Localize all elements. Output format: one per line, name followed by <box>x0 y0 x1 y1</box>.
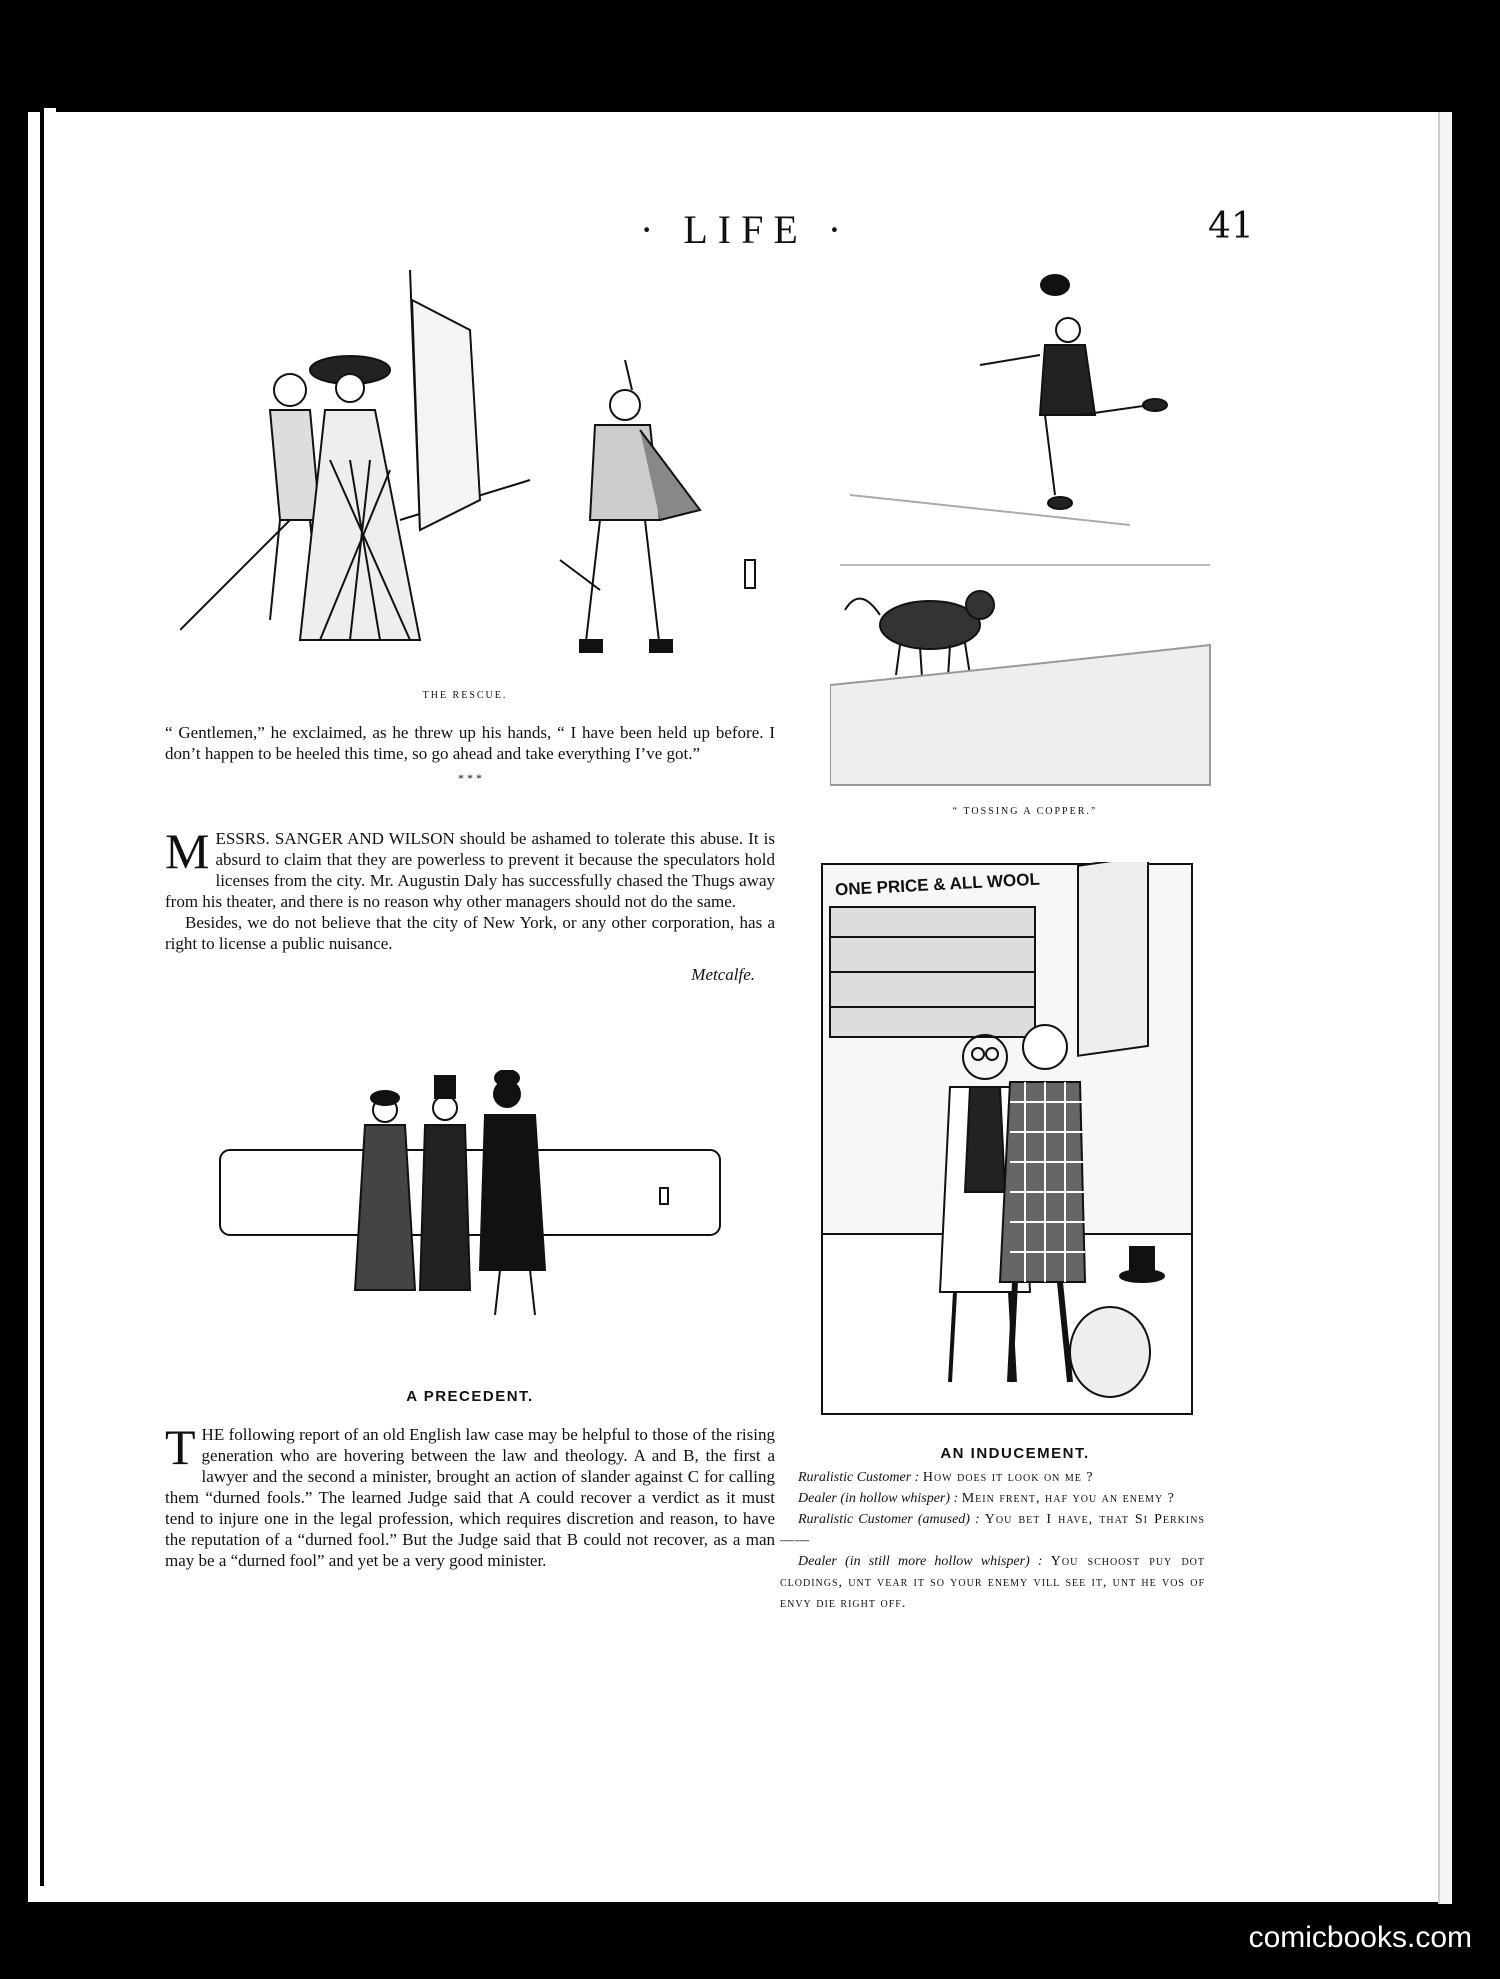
speaker-1: Ruralistic Customer : <box>798 1470 920 1485</box>
dialogue-line-1: How does it look on me ? <box>922 1470 1094 1485</box>
editorial-signature: Metcalfe. <box>691 965 755 984</box>
editorial-paragraph-1: ESSRS. SANGER AND WILSON should be ashamed to tolerate this abuse. It is absurd to claim that they are powerless to prevent it because the speculators hold licenses from the city. Mr. Augustin Daly has successfully chased the Thugs away from his theater, and there is no reason why other managers should not do the same. <box>165 829 775 911</box>
rescue-quote: “ Gentlemen,” he exclaimed, as he threw up his hands, “ I have been held up before. I don’t happen to be heeled this time, so go ahead and take everything I’ve got.” <box>165 723 775 763</box>
inducement-title: AN INDUCEMENT. <box>940 1445 1090 1462</box>
illustration-tossing-a-copper <box>830 265 1230 795</box>
shop-sign: ONE PRICE & ALL WOOL <box>834 869 1041 900</box>
dropcap-m: M <box>165 823 210 879</box>
dialogue-line-2: Mein frent, haf you an enemy ? <box>961 1491 1175 1506</box>
caption-the-rescue: THE RESCUE. <box>422 690 508 701</box>
caption-tossing-a-copper: “ TOSSING A COPPER.” <box>952 806 1098 817</box>
page-spine <box>40 108 56 1886</box>
page-header: · LIFE · <box>640 207 852 252</box>
inducement-dialogue <box>780 1467 1205 1614</box>
precedent-body: HE following report of an old English law case may be helpful to those of the rising generation who are hovering between the law and theology. A and B, the first a lawyer and the second a minister, brought an action of slander against C for calling them “durned fools.” The learned Judge said that A could recover a verdict as it must tend to injure one in the legal profession, which requires discretion and reason, to have the reputation of a “durned fool.” But the Judge said that B could not recover, as a man may be a “durned fool” and yet be a very good minister. <box>165 1425 775 1570</box>
dropcap-t: T <box>165 1419 196 1475</box>
watermark: comicbooks.com <box>1248 1921 1472 1954</box>
dialogue-line-4: You schoost puy dot clodings, unt vear it so your enemy vill see it, unt he vos of envy die right off. <box>780 1554 1206 1611</box>
page-number: 41 <box>1208 206 1254 247</box>
section-divider: * * * <box>458 771 482 785</box>
illustration-the-rescue <box>180 270 780 670</box>
page-edge <box>1438 112 1452 1904</box>
speaker-3: Ruralistic Customer (amused) : <box>798 1512 980 1527</box>
speaker-2: Dealer (in hollow whisper) : <box>798 1491 959 1506</box>
speaker-4: Dealer (in still more hollow whisper) : <box>798 1554 1043 1569</box>
precedent-title: A PRECEDENT. <box>406 1388 534 1405</box>
dialogue-line-3: You bet I have, that Si Perkins—— <box>780 1512 1205 1548</box>
illustration-a-precedent <box>215 1070 725 1320</box>
illustration-an-inducement <box>820 862 1195 1417</box>
editorial-paragraph-2: Besides, we do not believe that the city of New York, or any other corporation, has a right to license a public nuisance. <box>165 913 775 953</box>
